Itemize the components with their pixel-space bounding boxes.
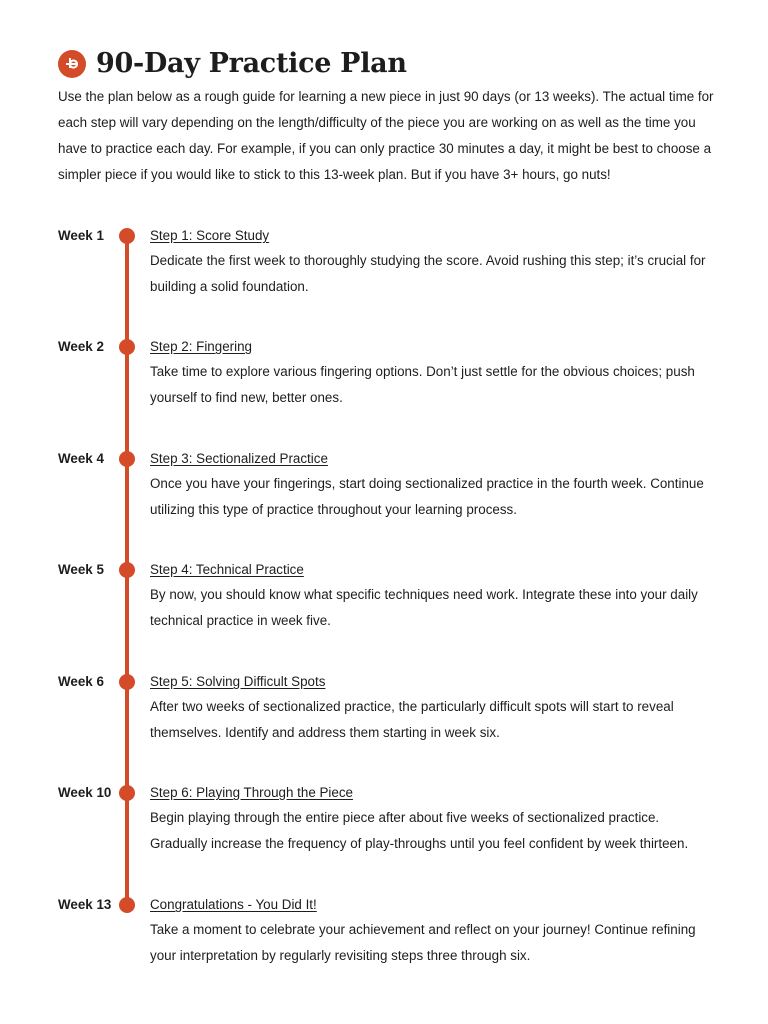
step-description: Take time to explore various fingering options. Don’t just settle for the obvious choices; push yourself to find new, better ones. <box>150 364 695 405</box>
intro-paragraph: Use the plan below as a rough guide for learning a new piece in just 90 days (or 13 weeks). The actual time for each step will vary depending on the length/difficulty of the piece you are working on as well as the time you have to practice each day. For example, if you can only practice 30 minutes a day, it might be best to choose a simpler piece if you would like to stick to this 13-week plan. But if you have 3+ hours, go nuts! <box>58 89 714 182</box>
step-title: Step 6: Playing Through the Piece <box>150 785 353 800</box>
step-title: Step 5: Solving Difficult Spots <box>150 674 326 689</box>
timeline-dot <box>119 451 135 467</box>
week-label: Week 10 <box>58 785 112 800</box>
timeline-dot <box>119 228 135 244</box>
week-label: Week 1 <box>58 228 104 243</box>
step-title: Step 4: Technical Practice <box>150 562 304 577</box>
timeline-dot <box>119 562 135 578</box>
step-description: Once you have your fingerings, start doing sectionalized practice in the fourth week. Continue utilizing this type of practice throughout your learning process. <box>150 476 704 517</box>
step-description: Begin playing through the entire piece after about five weeks of sectionalized practice. Gradually increase the frequency of play-throughs until you feel confident by week thirteen. <box>150 810 689 851</box>
step-description: Take a moment to celebrate your achievement and reflect on your journey! Continue refining your interpretation by regularly revisiting steps three through six. <box>150 922 696 963</box>
step-title: Step 1: Score Study <box>150 228 270 243</box>
page-header <box>58 48 407 79</box>
week-label: Week 4 <box>58 451 104 466</box>
step-description: Dedicate the first week to thoroughly studying the score. Avoid rushing this step; it’s crucial for building a solid foundation. <box>150 253 706 294</box>
step-title: Congratulations - You Did It! <box>150 897 317 912</box>
timeline-entry-week-2 <box>0 338 768 428</box>
timeline-entry-week-6 <box>0 673 768 763</box>
timeline-dot <box>119 339 135 355</box>
timeline-dot <box>119 674 135 690</box>
timeline-dot <box>119 897 135 913</box>
week-label: Week 2 <box>58 339 104 354</box>
step-description: By now, you should know what specific techniques need work. Integrate these into your daily technical practice in week five. <box>150 587 698 628</box>
step-description: After two weeks of sectionalized practice, the particularly difficult spots will start to reveal themselves. Identify and address them starting in week six. <box>150 699 674 740</box>
timeline-dot <box>119 785 135 801</box>
page-title: 90-Day Practice Plan <box>96 48 407 79</box>
step-title: Step 2: Fingering <box>150 339 252 354</box>
brand-logo-icon <box>58 50 86 78</box>
timeline-entry-week-5 <box>0 561 768 651</box>
timeline-entry-week-1 <box>0 227 768 317</box>
timeline-entry-week-13 <box>0 896 768 986</box>
step-title: Step 3: Sectionalized Practice <box>150 451 328 466</box>
timeline-entry-week-4 <box>0 450 768 540</box>
week-label: Week 13 <box>58 897 112 912</box>
week-label: Week 6 <box>58 674 104 689</box>
timeline-entry-week-10 <box>0 784 768 874</box>
week-label: Week 5 <box>58 562 104 577</box>
